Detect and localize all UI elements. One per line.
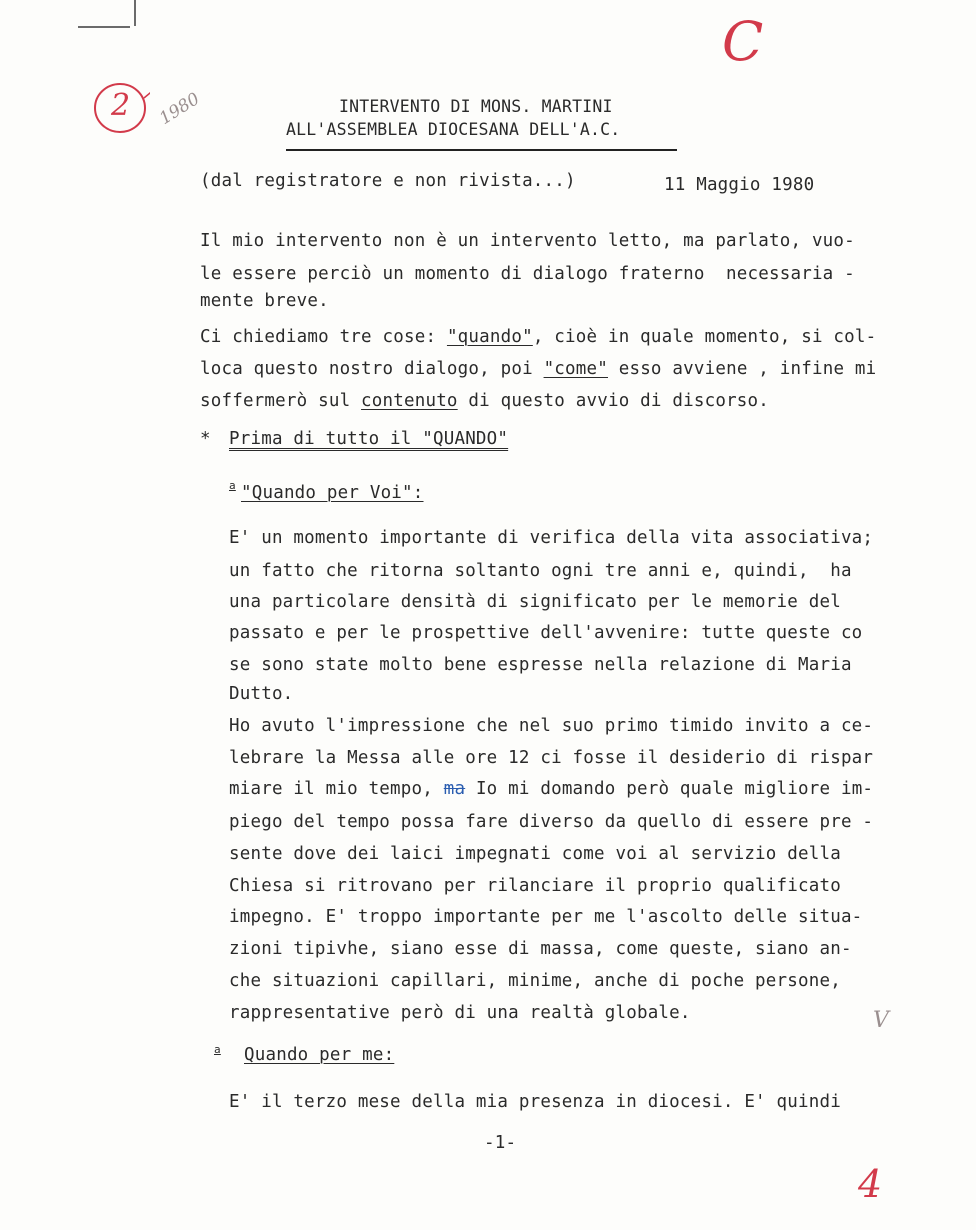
corner-mark	[78, 26, 130, 28]
circled-number: 2	[111, 88, 131, 123]
body-line: lebrare la Messa alle ore 12 ci fosse il desiderio di rispar	[229, 748, 874, 768]
text-run: Ci chiediamo tre cose:	[200, 327, 447, 347]
body-line: Il mio intervento non è un intervento letto, ma parlato, vuo-	[200, 231, 855, 251]
body-line: E' un momento importante di verifica della vita associativa;	[229, 528, 874, 548]
section-title: Prima di tutto il "QUANDO"	[229, 429, 509, 449]
year-note: 1980	[156, 89, 204, 129]
body-line: rappresentative però di una realtà globale.	[229, 1003, 691, 1023]
subheading-quando-per-me: Quando per me:	[244, 1045, 395, 1065]
text-run: , cioè in quale momento, si col-	[532, 327, 877, 347]
keyword-quando: "quando"	[446, 327, 533, 347]
body-line: sente dove dei laici impegnati come voi al servizio della	[229, 844, 841, 864]
body-line: E' il terzo mese della mia presenza in diocesi. E' quindi	[229, 1092, 841, 1112]
body-line	[200, 361, 876, 379]
text-run: esso avviene , infine mi	[607, 359, 877, 379]
body-line: un fatto che ritorna soltanto ogni tre anni e, quindi, ha	[229, 561, 852, 581]
text-run: Io mi domando però quale migliore im-	[465, 779, 874, 799]
body-line: Chiesa si ritrovano per rilanciare il proprio qualificato	[229, 876, 841, 896]
title-rule	[286, 149, 677, 151]
body-line	[200, 329, 876, 347]
handwritten-correction: ma	[443, 779, 466, 799]
title-line-1: INTERVENTO DI MONS. MARTINI	[339, 97, 613, 116]
subheading-quando-per-voi: "Quando per Voi":	[241, 483, 424, 503]
keyword-contenuto: contenuto	[361, 391, 458, 411]
body-line: zioni tipivhe, siano esse di massa, come queste, siano an-	[229, 939, 852, 959]
bottom-red-mark: 4	[858, 1162, 883, 1206]
sub-bullet: a	[214, 1043, 221, 1056]
section-bullet: *	[200, 429, 211, 449]
body-line	[200, 393, 769, 411]
text-run: loca questo nostro dialogo, poi	[200, 359, 544, 379]
body-line: una particolare densità di significato per le memorie del	[229, 592, 841, 612]
body-line: le essere perciò un momento di dialogo fraterno necessaria -	[200, 264, 855, 284]
body-line: Dutto.	[229, 684, 294, 704]
body-line	[229, 781, 873, 799]
margin-check-mark: V	[873, 1008, 889, 1033]
body-line: che situazioni capillari, minime, anche di poche persone,	[229, 971, 841, 991]
title-line-2: ALL'ASSEMBLEA DIOCESANA DELL'A.C.	[286, 120, 621, 139]
text-run: soffermerò sul	[200, 391, 362, 411]
text-run: miare il mio tempo,	[229, 779, 444, 799]
keyword-come: "come"	[543, 359, 608, 379]
corner-mark-vertical	[134, 0, 136, 26]
page-number: -1-	[484, 1133, 517, 1153]
text-run: di questo avvio di discorso.	[457, 391, 770, 411]
document-date: 11 Maggio 1980	[664, 175, 815, 195]
body-line: passato e per le prospettive dell'avvenire: tutte queste co	[229, 623, 863, 643]
body-line: piego del tempo possa fare diverso da quello di essere pre -	[229, 812, 874, 832]
sub-bullet: a	[229, 479, 236, 492]
body-line: mente breve.	[200, 291, 329, 311]
source-note: (dal registratore e non rivista...)	[200, 171, 576, 191]
red-letter-annotation: C	[722, 10, 764, 73]
body-line: se sono state molto bene espresse nella relazione di Maria	[229, 655, 852, 675]
body-line: impegno. E' troppo importante per me l'ascolto delle situa-	[229, 907, 863, 927]
body-line: Ho avuto l'impressione che nel suo primo timido invito a ce-	[229, 716, 874, 736]
